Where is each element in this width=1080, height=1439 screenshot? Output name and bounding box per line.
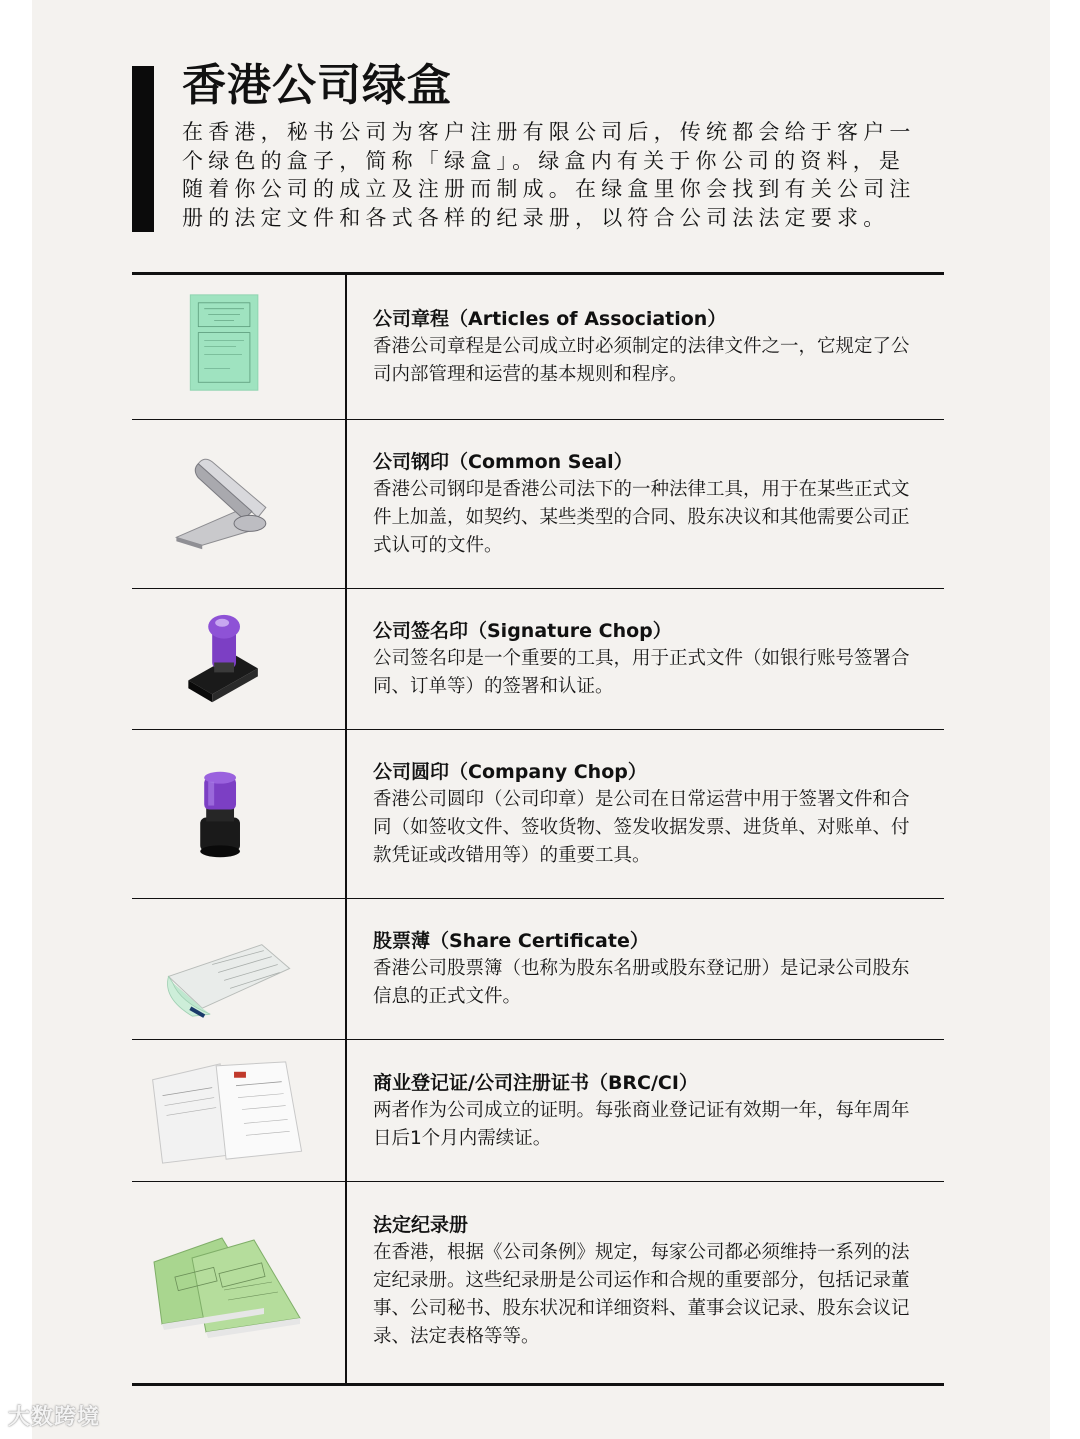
item-title: 股票薄（Share Certificate）	[373, 930, 649, 952]
brc-ci-image	[132, 1040, 345, 1181]
round-stamp-icon	[132, 730, 345, 898]
signature-chop-image	[132, 589, 345, 729]
item-title: 公司钢印（Common Seal）	[373, 451, 633, 473]
signature-chop-text	[373, 589, 920, 729]
item-description: 在香港，根据《公司条例》规定，每家公司都必须维持一系列的法定纪录册。这些纪录册是公司运作和合规的重要部分，包括记录董事、公司秘书、股东状况和详细资料、董事会议记录、股东会议记录、法定表格等等。	[373, 1242, 910, 1347]
item-description: 香港公司圆印（公司印章）是公司在日常运营中用于签署文件和合同（如签收文件、签收货物、签发收据发票、进货单、对账单、付款凭证或改错用等）的重要工具。	[373, 789, 910, 866]
table-row	[132, 1040, 944, 1182]
table-row	[132, 275, 944, 420]
statutory-registers-image	[132, 1182, 345, 1380]
item-description: 公司签名印是一个重要的工具，用于正式文件（如银行账号签署合同、订单等）的签署和认证。	[373, 648, 910, 697]
item-description: 香港公司章程是公司成立时必须制定的法律文件之一，它规定了公司内部管理和运营的基本规则和程序。	[373, 336, 910, 385]
table-row	[132, 589, 944, 730]
registration-certificates-icon	[132, 1040, 345, 1181]
articles-text	[373, 275, 920, 419]
table-row	[132, 420, 944, 589]
item-title: 公司章程（Articles of Association）	[373, 308, 727, 330]
statutory-registers-text	[373, 1182, 920, 1380]
item-description: 两者作为公司成立的证明。每张商业登记证有效期一年，每年周年日后1个月内需续证。	[373, 1099, 910, 1149]
articles-image	[132, 275, 345, 419]
seal-text	[373, 420, 920, 588]
watermark: 大数跨境	[8, 1405, 101, 1430]
table-row	[132, 1182, 944, 1380]
intro-paragraph: 在香港，秘书公司为客户注册有限公司后，传统都会给于客户一个绿色的盒子，简称「绿盒」。绿盒内有关于你公司的资料，是随着你公司的成立及注册而制成。在绿盒里你会找到有关公司注册的法定文件和各式各样的纪录册，以符合公司法法定要求。	[182, 120, 916, 230]
item-title: 商业登记证/公司注册证书（BRC/CI）	[373, 1071, 698, 1094]
company-chop-text	[373, 730, 920, 898]
items-table	[132, 272, 944, 1386]
item-title: 公司圆印（Company Chop）	[373, 761, 647, 783]
embosser-seal-icon	[132, 420, 345, 588]
share-certificate-image	[132, 899, 345, 1039]
item-description: 香港公司钢印是香港公司法下的一种法律工具，用于在某些正式文件上加盖，如契约、某些类型的合同、股东决议和其他需要公司正式认可的文件。	[373, 479, 910, 556]
seal-image	[132, 420, 345, 588]
green-registers-icon	[132, 1182, 345, 1380]
share-certificate-icon	[132, 899, 345, 1039]
item-description: 香港公司股票簿（也称为股东名册或股东登记册）是记录公司股东信息的正式文件。	[373, 958, 910, 1007]
item-title: 公司签名印（Signature Chop）	[373, 620, 672, 642]
page-title: 香港公司绿盒	[182, 60, 452, 111]
brc-ci-text	[373, 1040, 920, 1181]
table-row	[132, 730, 944, 899]
company-chop-image	[132, 730, 345, 898]
item-title: 法定纪录册	[373, 1214, 469, 1236]
green-document-icon	[132, 275, 345, 419]
rectangular-stamp-icon	[132, 589, 345, 729]
share-certificate-text	[373, 899, 920, 1039]
title-accent-bar	[132, 66, 154, 232]
table-row	[132, 899, 944, 1040]
